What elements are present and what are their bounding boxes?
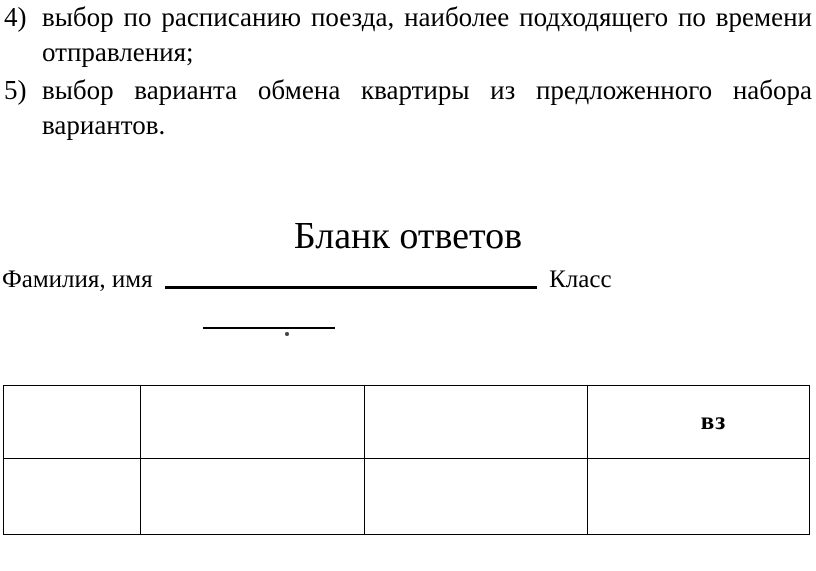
table-cell[interactable]	[4, 386, 141, 459]
answer-table	[3, 385, 810, 535]
table-cell[interactable]	[141, 459, 365, 535]
name-blank-line[interactable]	[165, 286, 537, 289]
form-title: Бланк ответов	[293, 215, 523, 257]
stray-mark	[285, 332, 289, 336]
class-label: Класс	[549, 266, 612, 293]
list-number: 5)	[4, 75, 27, 105]
class-blank-line[interactable]	[203, 327, 335, 329]
table-cell[interactable]	[365, 386, 588, 459]
table-cell[interactable]: вз	[588, 386, 810, 459]
table-cell[interactable]	[4, 459, 141, 535]
table-cell[interactable]	[588, 459, 810, 535]
list-item-4	[4, 0, 812, 70]
list-text: выбор варианта обмена квартиры из предложенного набора вариантов.	[42, 75, 812, 140]
list-item-5	[4, 73, 812, 143]
table-row	[4, 459, 810, 535]
name-label: Фамилия, имя	[2, 266, 153, 293]
table-cell[interactable]	[365, 459, 588, 535]
list-text: выбор по расписанию поезда, наиболее подходящего по времени отправления;	[42, 2, 812, 67]
name-row	[2, 262, 612, 298]
table-row	[4, 386, 810, 459]
list-number: 4)	[4, 2, 27, 32]
table-cell[interactable]	[141, 386, 365, 459]
